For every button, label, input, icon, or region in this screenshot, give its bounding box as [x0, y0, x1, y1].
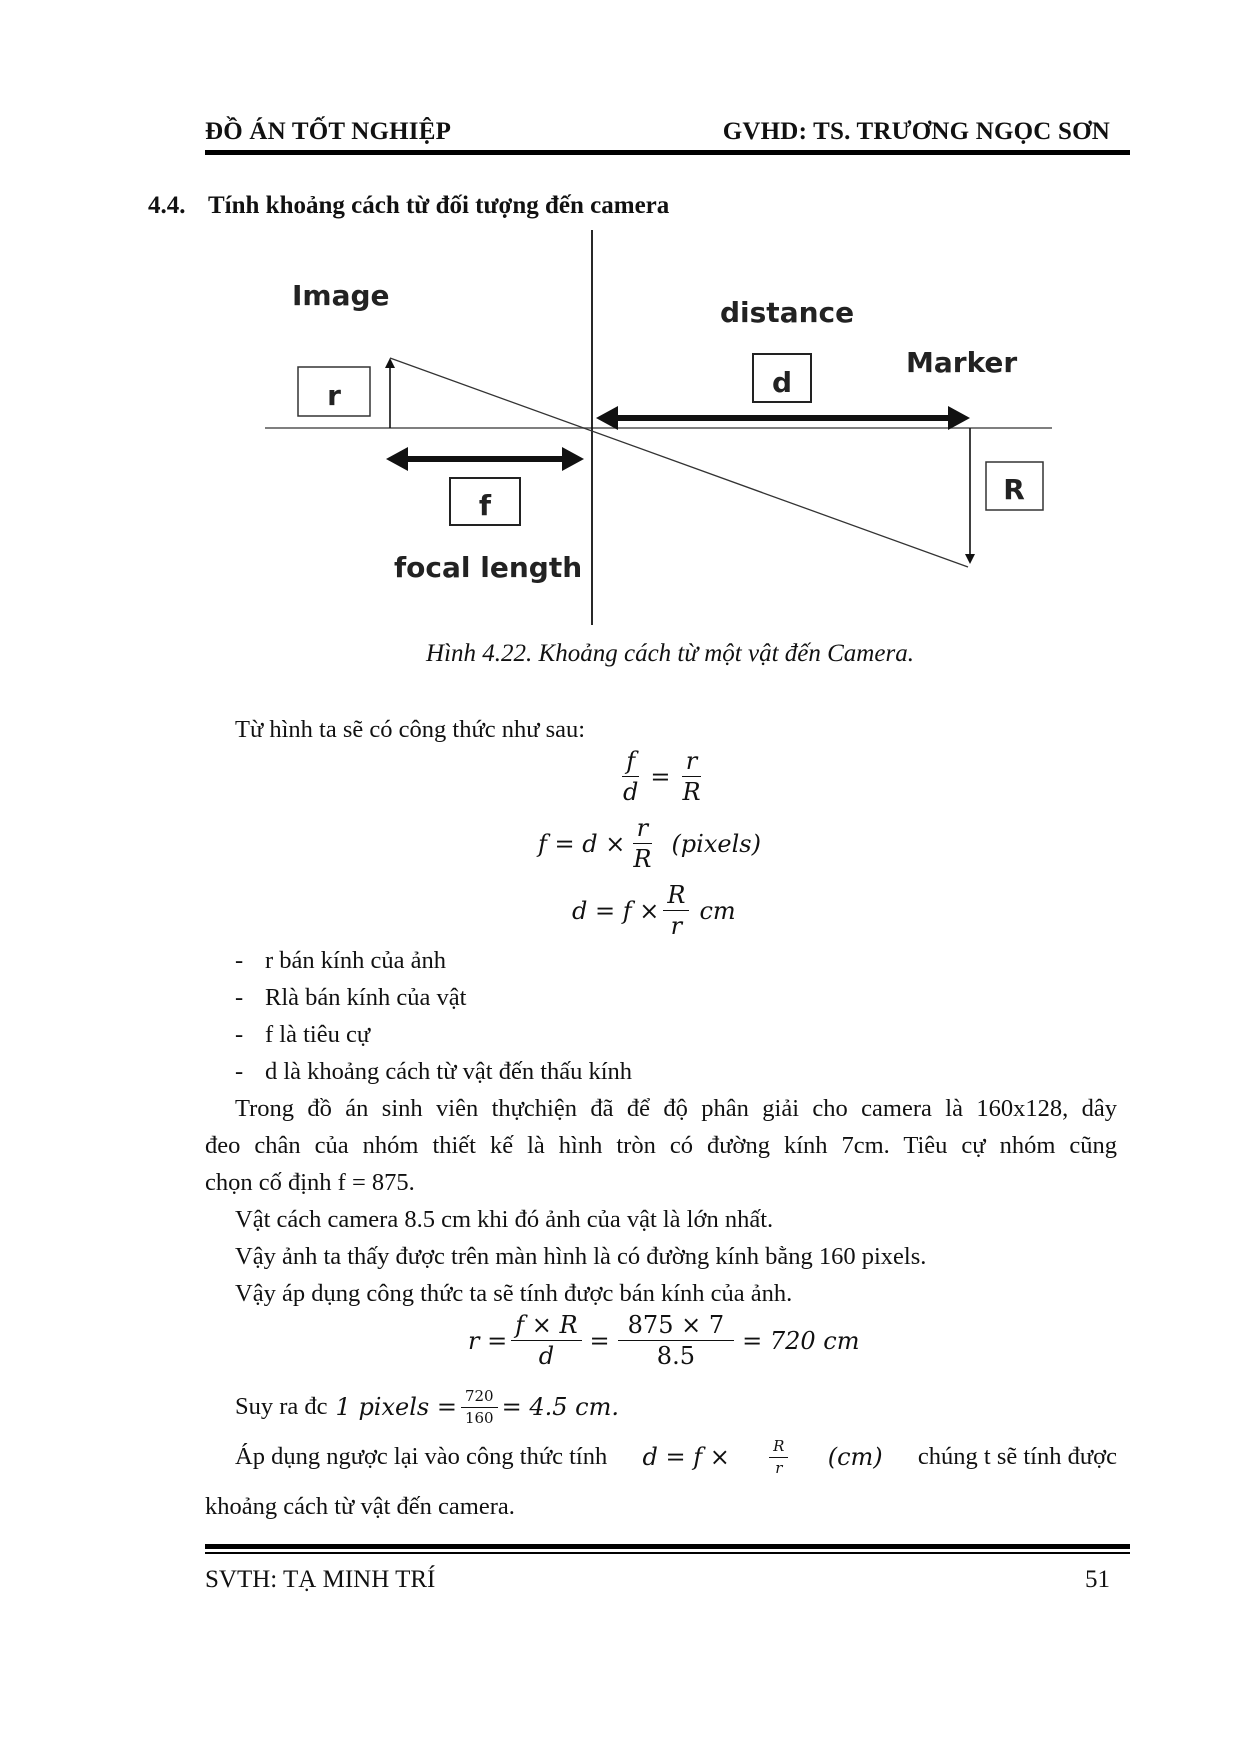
- distance-arrow-right-head: [948, 406, 970, 430]
- fraction-r-R: $\frac{r}{R}$: [682, 747, 701, 807]
- paragraph-line: đeo chân của nhóm thiết kế là hình tròn có đường kính 7cm. Tiêu cự nhóm cũng: [205, 1132, 1117, 1159]
- paragraph-line: chọn cố định f = 875.: [205, 1169, 415, 1196]
- formula-r-result: r = $\frac{f \times R}{d}$ = $\frac{875 \times 7}{8.5}$ = 720 cm: [468, 1311, 860, 1371]
- intro-text: Từ hình ta sẽ có công thức như sau:: [235, 716, 586, 743]
- bullet-item: - d là khoảng cách từ vật đến thấu kính: [235, 1058, 633, 1085]
- pixel-conversion-line: Suy ra đc 1 pixels = $\frac{720}{160}$ = 4.5 cm.: [235, 1387, 619, 1427]
- marker-label: Marker: [906, 346, 1018, 379]
- ray-line: [390, 358, 968, 567]
- figure-caption: Hình 4.22. Khoảng cách từ một vật đến Camera.: [426, 640, 914, 667]
- header-title-left: ĐỒ ÁN TỐT NGHIỆP: [205, 118, 452, 145]
- paragraph-line: Trong đồ án sinh viên thựchiện đã để độ phân giải cho camera là 160x128, dây: [235, 1095, 1117, 1122]
- distance-diagram: [0, 0, 1240, 640]
- r-label: r: [327, 379, 341, 412]
- f-label: f: [478, 489, 492, 522]
- focal-length-label: focal length: [394, 551, 583, 584]
- paragraph: Vật cách camera 8.5 cm khi đó ảnh của vật là lớn nhất.: [235, 1206, 774, 1233]
- fraction-fR-d: $\frac{f \times R}{d}$: [511, 1312, 581, 1370]
- formula-d-cm: d = f × $\frac{R}{r}$ cm: [572, 881, 736, 941]
- section-number: 4.4.: [148, 192, 186, 219]
- bullet-item: - r bán kính của ảnh: [235, 947, 446, 974]
- section-title: Tính khoảng cách từ đối tượng đến camera: [208, 192, 670, 219]
- footer-rule: [205, 1544, 1130, 1549]
- fraction-720-160: $\frac{720}{160}$: [461, 1388, 498, 1426]
- bullet-item: - Rlà bán kính của vật: [235, 984, 467, 1011]
- distance-label: distance: [720, 296, 855, 329]
- apply-formula-line: Áp dụng ngược lại vào công thức tính d = f × $\frac{R}{r}$ (cm) chúng t sẽ tính được: [235, 1437, 1117, 1477]
- image-label: Image: [292, 279, 390, 312]
- paragraph: Vậy áp dụng công thức ta sẽ tính được bán kính của ảnh.: [235, 1280, 793, 1307]
- bullet-item: - f là tiêu cự: [235, 1021, 371, 1048]
- focal-arrow-right-head: [562, 447, 584, 471]
- header-title-right: GVHD: TS. TRƯƠNG NGỌC SƠN: [722, 118, 1110, 145]
- fraction-r-R-2: $\frac{r}{R}$: [633, 814, 652, 874]
- fraction-R-r-small: $\frac{R}{r}$: [769, 1438, 788, 1476]
- distance-arrow-left-head: [596, 406, 618, 430]
- footer-author: SVTH: TẠ MINH TRÍ: [205, 1566, 436, 1593]
- d-label: d: [771, 366, 793, 399]
- fraction-f-d: $\frac{f}{d}$: [623, 747, 639, 807]
- footer-rule-thin: [205, 1552, 1130, 1554]
- fraction-R-r: $\frac{R}{r}$: [663, 882, 689, 940]
- formula-f-pixels: f = d × $\frac{r}{R}$ (pixels): [538, 814, 761, 874]
- page-number: 51: [1085, 1566, 1110, 1593]
- formula-f-over-d: $\frac{f}{d}$ = $\frac{r}{R}$: [615, 748, 709, 806]
- R-label: R: [1003, 473, 1025, 506]
- focal-arrow-left-head: [386, 447, 408, 471]
- paragraph-line: khoảng cách từ vật đến camera.: [205, 1493, 515, 1520]
- paragraph: Vậy ảnh ta thấy được trên màn hình là có đường kính bằng 160 pixels.: [235, 1243, 927, 1270]
- fraction-numeric: $\frac{875 \times 7}{8.5}$: [618, 1312, 734, 1370]
